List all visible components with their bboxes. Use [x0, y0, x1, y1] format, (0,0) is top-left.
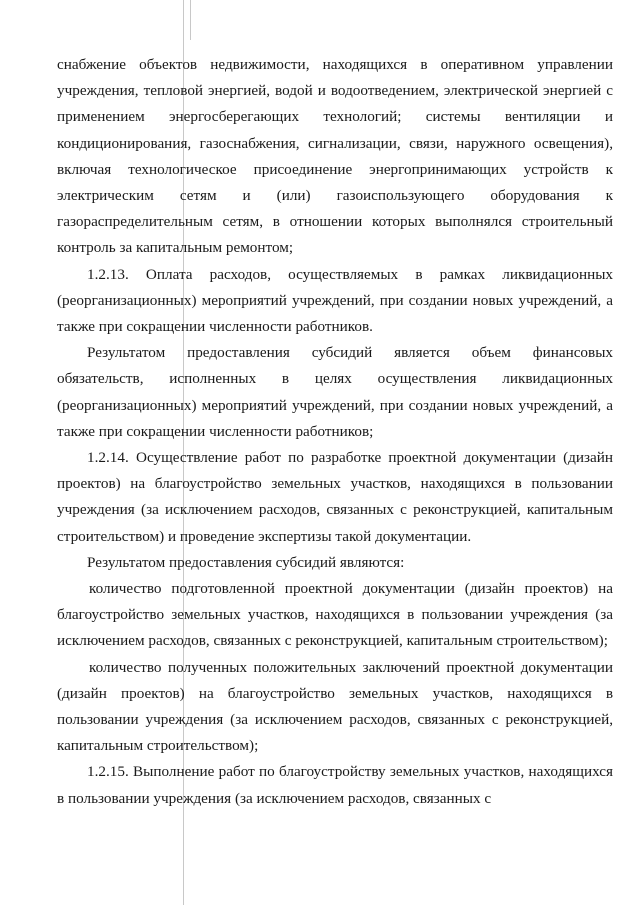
paragraph-1-2-15: 1.2.15. Выполнение работ по благоустройству земельных участков, находящихся в пользовании учреждения (за исключением расходов, связанных с: [57, 763, 613, 807]
document-body: [57, 52, 613, 812]
paragraph-energy-supply: снабжение объектов недвижимости, находящихся в оперативном управлении учреждения, тепловой энергией, водой и водоотведением, электрической энергией с применением энергосберегающих технологий; системы вентиляции и кондиционирования, газоснабжения, сигнализации, связи, наружного освещения), включая технологическое присоединение энергопринимающих устройств к электрическим сетям и (или) газоиспользующего оборудования к газораспределительным сетям, в отношении которых выполнялся строительный контроль за капитальным ремонтом;: [57, 56, 613, 257]
paragraph-result-heading: Результатом предоставления субсидий являются:: [87, 553, 405, 571]
paragraph-1-2-14: 1.2.14. Осуществление работ по разработке проектной документации (дизайн проектов) на благоустройство земельных участков, находящихся в пользовании учреждения (за исключением расходов, связанных с реконструкцией, капитальным строительством) и проведение экспертизы такой документации.: [57, 449, 613, 545]
paragraph-result-item-2: количество полученных положительных заключений проектной документации (дизайн проектов) на благоустройство земельных участков, находящихся в пользовании учреждения (за исключением расходов, связанных с реконструкцией, капитальным строительством);: [57, 658, 613, 755]
paragraph-result-1-2-13: Результатом предоставления субсидий является объем финансовых обязательств, исполненных в целях осуществления ликвидационных (реорганизационных) мероприятий учреждений, при создании новых учреждений, а также при сокращении численности работников;: [57, 344, 613, 440]
scan-fold-line-top: [190, 0, 191, 40]
paragraph-1-2-13: 1.2.13. Оплата расходов, осуществляемых в рамках ликвидационных (реорганизационных) мероприятий учреждений, при создании новых учреждений, а также при сокращении численности работников.: [57, 265, 613, 336]
paragraph-result-item-1: количество подготовленной проектной документации (дизайн проектов) на благоустройство земельных участков, находящихся в пользовании учреждения (за исключением расходов, связанных с реконструкцией, капитальным строительством);: [57, 580, 613, 650]
